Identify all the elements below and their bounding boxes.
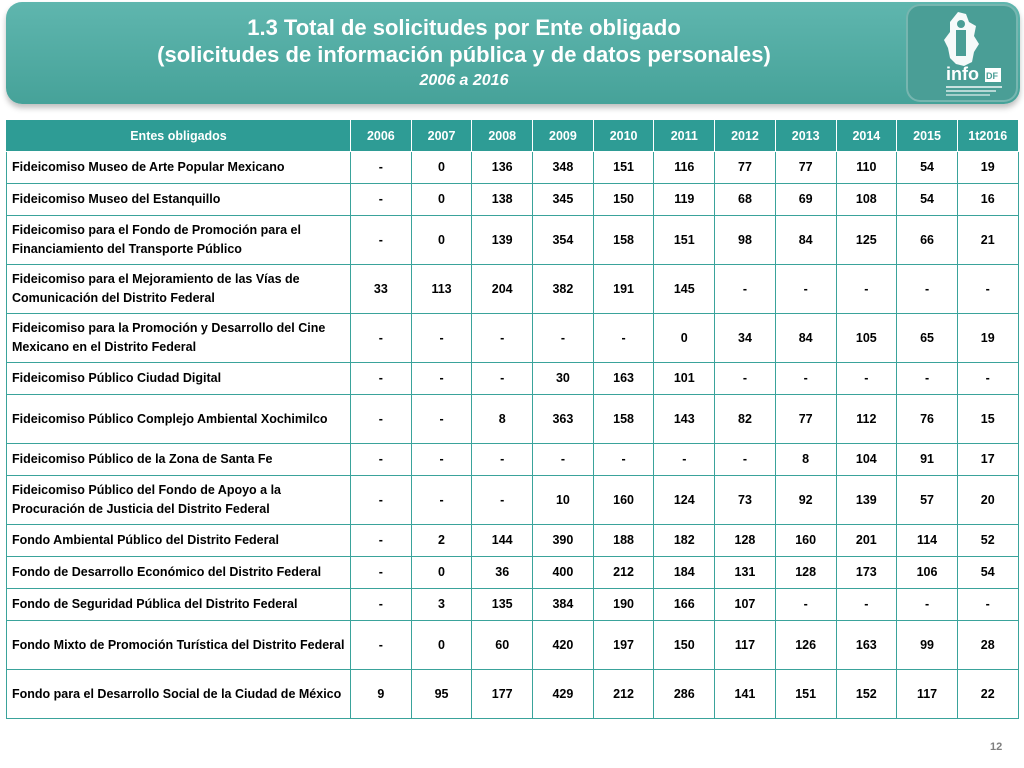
value-cell: - xyxy=(533,444,594,476)
value-cell: 184 xyxy=(654,557,715,589)
value-cell: 145 xyxy=(654,265,715,314)
value-cell: 105 xyxy=(836,314,897,363)
value-cell: 197 xyxy=(593,621,654,670)
value-cell: 10 xyxy=(533,476,594,525)
entity-name-cell: Fideicomiso Público del Fondo de Apoyo a la Procuración de Justicia del Distrito Federal xyxy=(7,476,351,525)
table-row xyxy=(7,670,1019,719)
column-header: 2011 xyxy=(654,120,715,152)
value-cell: - xyxy=(775,265,836,314)
column-header: 2010 xyxy=(593,120,654,152)
value-cell: 77 xyxy=(775,395,836,444)
value-cell: - xyxy=(351,525,412,557)
value-cell: - xyxy=(411,314,472,363)
entity-name-cell: Fondo de Desarrollo Económico del Distrito Federal xyxy=(7,557,351,589)
value-cell: 382 xyxy=(533,265,594,314)
value-cell: 15 xyxy=(957,395,1018,444)
value-cell: 0 xyxy=(411,621,472,670)
value-cell: 36 xyxy=(472,557,533,589)
value-cell: 30 xyxy=(533,363,594,395)
value-cell: - xyxy=(472,363,533,395)
value-cell: 17 xyxy=(957,444,1018,476)
value-cell: 104 xyxy=(836,444,897,476)
value-cell: 141 xyxy=(715,670,776,719)
entity-name-cell: Fideicomiso Museo del Estanquillo xyxy=(7,184,351,216)
value-cell: 212 xyxy=(593,670,654,719)
column-header: 2015 xyxy=(897,120,958,152)
column-header: Entes obligados xyxy=(7,120,351,152)
value-cell: 163 xyxy=(836,621,897,670)
value-cell: - xyxy=(351,216,412,265)
value-cell: 151 xyxy=(593,152,654,184)
value-cell: 160 xyxy=(593,476,654,525)
value-cell: 354 xyxy=(533,216,594,265)
value-cell: 138 xyxy=(472,184,533,216)
value-cell: - xyxy=(472,444,533,476)
value-cell: 131 xyxy=(715,557,776,589)
value-cell: - xyxy=(897,363,958,395)
value-cell: 150 xyxy=(654,621,715,670)
table-header-row xyxy=(7,120,1019,152)
value-cell: - xyxy=(775,589,836,621)
entity-name-cell: Fideicomiso Museo de Arte Popular Mexicano xyxy=(7,152,351,184)
logo-mark-icon xyxy=(906,4,1018,102)
value-cell: - xyxy=(351,184,412,216)
value-cell: 2 xyxy=(411,525,472,557)
value-cell: 363 xyxy=(533,395,594,444)
value-cell: 77 xyxy=(775,152,836,184)
value-cell: 128 xyxy=(715,525,776,557)
table-row xyxy=(7,525,1019,557)
value-cell: 112 xyxy=(836,395,897,444)
value-cell: 91 xyxy=(897,444,958,476)
table-row xyxy=(7,314,1019,363)
value-cell: 135 xyxy=(472,589,533,621)
value-cell: 163 xyxy=(593,363,654,395)
value-cell: 54 xyxy=(957,557,1018,589)
table-row xyxy=(7,395,1019,444)
value-cell: 22 xyxy=(957,670,1018,719)
value-cell: 150 xyxy=(593,184,654,216)
entity-name-cell: Fideicomiso Público Ciudad Digital xyxy=(7,363,351,395)
value-cell: 384 xyxy=(533,589,594,621)
value-cell: - xyxy=(351,363,412,395)
entity-name-cell: Fondo Mixto de Promoción Turística del Distrito Federal xyxy=(7,621,351,670)
value-cell: 136 xyxy=(472,152,533,184)
value-cell: 160 xyxy=(775,525,836,557)
column-header: 2014 xyxy=(836,120,897,152)
value-cell: 57 xyxy=(897,476,958,525)
column-header: 2007 xyxy=(411,120,472,152)
value-cell: 139 xyxy=(836,476,897,525)
value-cell: 92 xyxy=(775,476,836,525)
page-title-line2: (solicitudes de información pública y de datos personales) xyxy=(157,42,771,67)
value-cell: 345 xyxy=(533,184,594,216)
value-cell: - xyxy=(654,444,715,476)
value-cell: 158 xyxy=(593,395,654,444)
value-cell: - xyxy=(593,444,654,476)
table-row xyxy=(7,621,1019,670)
infodf-logo xyxy=(906,4,1018,102)
value-cell: 76 xyxy=(897,395,958,444)
value-cell: 3 xyxy=(411,589,472,621)
value-cell: - xyxy=(351,557,412,589)
value-cell: 191 xyxy=(593,265,654,314)
value-cell: 52 xyxy=(957,525,1018,557)
value-cell: 152 xyxy=(836,670,897,719)
value-cell: 144 xyxy=(472,525,533,557)
solicitudes-table-wrapper xyxy=(6,119,1018,719)
value-cell: 119 xyxy=(654,184,715,216)
value-cell: - xyxy=(957,265,1018,314)
value-cell: 0 xyxy=(411,184,472,216)
value-cell: 84 xyxy=(775,314,836,363)
solicitudes-table xyxy=(6,119,1019,719)
value-cell: - xyxy=(472,476,533,525)
value-cell: 60 xyxy=(472,621,533,670)
value-cell: 21 xyxy=(957,216,1018,265)
entity-name-cell: Fideicomiso para la Promoción y Desarrollo del Cine Mexicano en el Distrito Federal xyxy=(7,314,351,363)
value-cell: 151 xyxy=(775,670,836,719)
value-cell: - xyxy=(836,363,897,395)
column-header: 2006 xyxy=(351,120,412,152)
value-cell: 99 xyxy=(897,621,958,670)
value-cell: 143 xyxy=(654,395,715,444)
table-row xyxy=(7,444,1019,476)
column-header: 2012 xyxy=(715,120,776,152)
value-cell: 54 xyxy=(897,152,958,184)
value-cell: - xyxy=(351,444,412,476)
title-block xyxy=(6,14,922,92)
value-cell: - xyxy=(533,314,594,363)
value-cell: 19 xyxy=(957,152,1018,184)
value-cell: 400 xyxy=(533,557,594,589)
value-cell: - xyxy=(351,589,412,621)
value-cell: 16 xyxy=(957,184,1018,216)
value-cell: - xyxy=(715,444,776,476)
value-cell: 107 xyxy=(715,589,776,621)
value-cell: 69 xyxy=(775,184,836,216)
value-cell: 114 xyxy=(897,525,958,557)
entity-name-cell: Fideicomiso para el Mejoramiento de las Vías de Comunicación del Distrito Federal xyxy=(7,265,351,314)
column-header: 2008 xyxy=(472,120,533,152)
page-number: 12 xyxy=(990,741,1003,753)
value-cell: - xyxy=(836,589,897,621)
table-row xyxy=(7,184,1019,216)
value-cell: - xyxy=(593,314,654,363)
value-cell: 54 xyxy=(897,184,958,216)
table-row xyxy=(7,589,1019,621)
value-cell: 73 xyxy=(715,476,776,525)
value-cell: 8 xyxy=(775,444,836,476)
table-row xyxy=(7,557,1019,589)
value-cell: 20 xyxy=(957,476,1018,525)
value-cell: 113 xyxy=(411,265,472,314)
value-cell: 429 xyxy=(533,670,594,719)
value-cell: 0 xyxy=(654,314,715,363)
value-cell: 125 xyxy=(836,216,897,265)
value-cell: 177 xyxy=(472,670,533,719)
value-cell: - xyxy=(351,152,412,184)
table-row xyxy=(7,216,1019,265)
value-cell: 420 xyxy=(533,621,594,670)
value-cell: 212 xyxy=(593,557,654,589)
value-cell: - xyxy=(411,476,472,525)
value-cell: - xyxy=(775,363,836,395)
value-cell: 128 xyxy=(775,557,836,589)
value-cell: - xyxy=(715,363,776,395)
column-header: 1t2016 xyxy=(957,120,1018,152)
value-cell: - xyxy=(351,395,412,444)
value-cell: 390 xyxy=(533,525,594,557)
value-cell: 8 xyxy=(472,395,533,444)
page-subtitle: 2006 a 2016 xyxy=(419,72,509,89)
value-cell: - xyxy=(351,314,412,363)
value-cell: 108 xyxy=(836,184,897,216)
value-cell: - xyxy=(957,363,1018,395)
value-cell: - xyxy=(351,476,412,525)
value-cell: 166 xyxy=(654,589,715,621)
value-cell: 182 xyxy=(654,525,715,557)
value-cell: 116 xyxy=(654,152,715,184)
logo-text: info xyxy=(946,64,979,84)
value-cell: - xyxy=(351,621,412,670)
value-cell: - xyxy=(836,265,897,314)
value-cell: 65 xyxy=(897,314,958,363)
entity-name-cell: Fideicomiso para el Fondo de Promoción para el Financiamiento del Transporte Público xyxy=(7,216,351,265)
table-row xyxy=(7,265,1019,314)
value-cell: 204 xyxy=(472,265,533,314)
column-header: 2009 xyxy=(533,120,594,152)
value-cell: 34 xyxy=(715,314,776,363)
value-cell: 201 xyxy=(836,525,897,557)
value-cell: 101 xyxy=(654,363,715,395)
value-cell: - xyxy=(897,589,958,621)
value-cell: - xyxy=(897,265,958,314)
value-cell: 126 xyxy=(775,621,836,670)
value-cell: 68 xyxy=(715,184,776,216)
value-cell: 0 xyxy=(411,152,472,184)
value-cell: 139 xyxy=(472,216,533,265)
value-cell: 0 xyxy=(411,557,472,589)
value-cell: 19 xyxy=(957,314,1018,363)
page-title: 1.3 Total de solicitudes por Ente obligado xyxy=(247,15,681,40)
value-cell: 190 xyxy=(593,589,654,621)
value-cell: 28 xyxy=(957,621,1018,670)
value-cell: - xyxy=(411,444,472,476)
entity-name-cell: Fideicomiso Público de la Zona de Santa Fe xyxy=(7,444,351,476)
value-cell: 106 xyxy=(897,557,958,589)
value-cell: 66 xyxy=(897,216,958,265)
value-cell: 117 xyxy=(897,670,958,719)
value-cell: 84 xyxy=(775,216,836,265)
title-banner xyxy=(6,2,1020,104)
value-cell: 82 xyxy=(715,395,776,444)
value-cell: 77 xyxy=(715,152,776,184)
value-cell: - xyxy=(472,314,533,363)
value-cell: 124 xyxy=(654,476,715,525)
value-cell: - xyxy=(715,265,776,314)
value-cell: 151 xyxy=(654,216,715,265)
table-row xyxy=(7,152,1019,184)
logo-suffix: DF xyxy=(986,71,998,81)
value-cell: 9 xyxy=(351,670,412,719)
value-cell: 286 xyxy=(654,670,715,719)
value-cell: 110 xyxy=(836,152,897,184)
value-cell: 173 xyxy=(836,557,897,589)
table-row xyxy=(7,363,1019,395)
entity-name-cell: Fondo de Seguridad Pública del Distrito Federal xyxy=(7,589,351,621)
value-cell: 95 xyxy=(411,670,472,719)
table-row xyxy=(7,476,1019,525)
value-cell: 0 xyxy=(411,216,472,265)
value-cell: 188 xyxy=(593,525,654,557)
column-header: 2013 xyxy=(775,120,836,152)
entity-name-cell: Fideicomiso Público Complejo Ambiental Xochimilco xyxy=(7,395,351,444)
value-cell: 158 xyxy=(593,216,654,265)
value-cell: 98 xyxy=(715,216,776,265)
value-cell: 117 xyxy=(715,621,776,670)
value-cell: - xyxy=(957,589,1018,621)
value-cell: - xyxy=(411,395,472,444)
value-cell: 348 xyxy=(533,152,594,184)
value-cell: - xyxy=(411,363,472,395)
entity-name-cell: Fondo Ambiental Público del Distrito Federal xyxy=(7,525,351,557)
entity-name-cell: Fondo para el Desarrollo Social de la Ciudad de México xyxy=(7,670,351,719)
value-cell: 33 xyxy=(351,265,412,314)
